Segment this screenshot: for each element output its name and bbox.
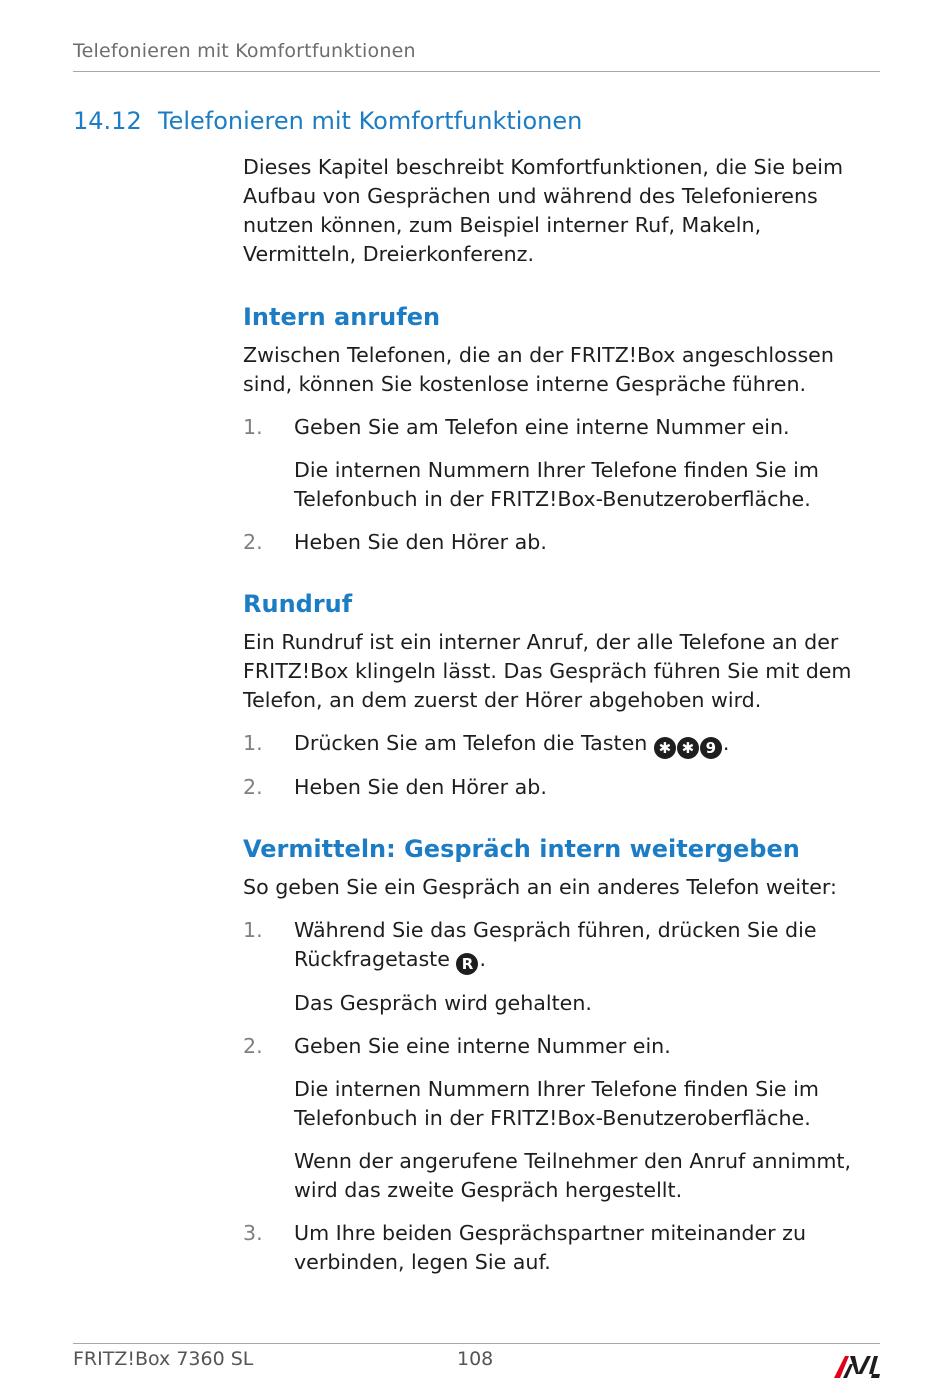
- step-text: Während Sie das Gespräch führen, drücken Sie die Rückfragetaste: [294, 918, 817, 971]
- section-heading-vermitteln: Vermitteln: Gespräch intern weitergeben: [243, 835, 800, 863]
- step-item: [243, 1219, 868, 1277]
- step-note: Das Gespräch wird gehalten.: [294, 991, 592, 1015]
- step-number: 3.: [243, 1221, 263, 1245]
- step-list: [243, 729, 868, 802]
- avm-logo-icon: [832, 1350, 882, 1380]
- step-number: 1.: [243, 731, 263, 755]
- step-text: Geben Sie eine interne Nummer ein.: [294, 1034, 671, 1058]
- section-heading-rundruf: Rundruf: [243, 590, 353, 618]
- section-paragraph: Zwischen Telefonen, die an der FRITZ!Box angeschlossen sind, können Sie kostenlose interne Gespräche führen.: [243, 343, 834, 396]
- step-text: Heben Sie den Hörer ab.: [294, 530, 547, 554]
- star-key-icon: ✱: [677, 737, 699, 759]
- chapter-body: [243, 153, 868, 1291]
- step-text-with-key: [294, 916, 868, 975]
- recall-key-icon: R: [456, 953, 478, 975]
- step-item: [243, 528, 868, 557]
- star-key-icon: ✱: [654, 737, 676, 759]
- step-text: Drücken Sie am Telefon die Tasten: [294, 731, 648, 755]
- step-note: Wenn der angerufene Teilnehmer den Anruf annimmt, wird das zweite Gespräch hergestellt.: [294, 1149, 852, 1202]
- page-number: 108: [457, 1348, 494, 1370]
- step-text: Geben Sie am Telefon eine interne Nummer ein.: [294, 415, 790, 439]
- step-item: [243, 729, 868, 759]
- chapter-title: Telefonieren mit Komfortfunktionen: [158, 107, 583, 135]
- footer-divider: [73, 1343, 880, 1344]
- footer-product-name: FRITZ!Box 7360 SL: [73, 1348, 254, 1370]
- step-punctuation: .: [722, 731, 730, 755]
- step-note: Die internen Nummern Ihrer Telefone finden Sie im Telefonbuch in der FRITZ!Box-Benutzeroberfläche.: [294, 1077, 819, 1130]
- step-text: Heben Sie den Hörer ab.: [294, 775, 547, 799]
- step-item: [243, 916, 868, 1018]
- step-punctuation: .: [479, 947, 487, 971]
- step-number: 1.: [243, 918, 263, 942]
- nine-key-icon: 9: [700, 737, 722, 759]
- step-number: 2.: [243, 530, 263, 554]
- running-header: Telefonieren mit Komfortfunktionen: [73, 40, 416, 62]
- step-number: 2.: [243, 775, 263, 799]
- step-item: [243, 773, 868, 802]
- step-note: Die internen Nummern Ihrer Telefone finden Sie im Telefonbuch in der FRITZ!Box-Benutzeroberfläche.: [294, 458, 819, 511]
- section-paragraph: So geben Sie ein Gespräch an ein anderes Telefon weiter:: [243, 875, 837, 899]
- step-list: [243, 916, 868, 1277]
- step-number: 2.: [243, 1034, 263, 1058]
- section-paragraph: Ein Rundruf ist ein interner Anruf, der alle Telefone an der FRITZ!Box klingeln lässt. Das Gespräch führen Sie mit dem Telefon, an dem zuerst der Hörer abgehoben wird.: [243, 630, 852, 712]
- step-text-with-keys: [294, 729, 868, 759]
- chapter-number: 14.12: [73, 107, 142, 135]
- section-heading-intern-anrufen: Intern anrufen: [243, 303, 441, 331]
- step-item: [243, 1032, 868, 1205]
- step-list: [243, 413, 868, 557]
- step-number: 1.: [243, 415, 263, 439]
- step-text: Um Ihre beiden Gesprächspartner miteinander zu verbinden, legen Sie auf.: [294, 1221, 807, 1274]
- intro-paragraph: Dieses Kapitel beschreibt Komfortfunktionen, die Sie beim Aufbau von Gesprächen und während des Telefonierens nutzen können, zum Beispiel interner Ruf, Makeln, Vermitteln, Dreierkonferenz.: [243, 155, 844, 266]
- header-divider: [73, 71, 880, 72]
- chapter-heading: [73, 107, 582, 135]
- step-item: [243, 413, 868, 514]
